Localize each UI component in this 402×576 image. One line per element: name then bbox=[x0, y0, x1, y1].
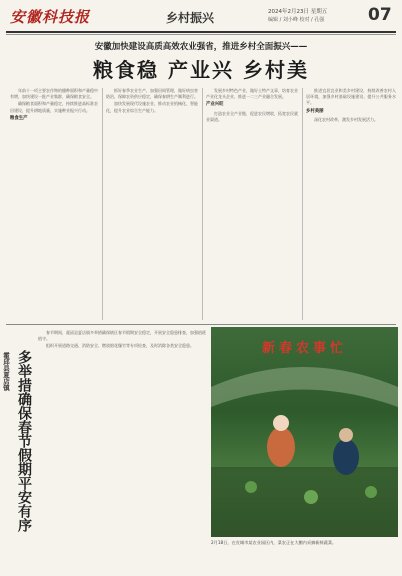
news-photo bbox=[211, 327, 398, 537]
article-column-4 bbox=[306, 88, 396, 320]
photo-title: 新春农事忙 bbox=[261, 341, 347, 356]
lower-kicker: 霍邱县夏店镇 bbox=[2, 352, 10, 391]
photo-caption: 2月18日，在宣城市某农业园区内，菜农正在大棚内采摘新鲜蔬菜。 bbox=[211, 540, 337, 545]
lead-headline: 粮食稳 产业兴 乡村美 bbox=[93, 58, 309, 82]
paragraph: 推进宜居宜业和美乡村建设，持续改善农村人居环境，加强乡村基础设施建设，提升公共服务水平。 bbox=[306, 88, 396, 106]
subheading: 产业兴旺 bbox=[206, 102, 224, 108]
masthead bbox=[6, 4, 396, 30]
paragraph: 加快发展现代设施农业，推动农业机械化、智能化，提升农业综合生产能力。 bbox=[106, 101, 198, 113]
paragraph: 发展乡村特色产业，做好土特产文章，培育农业产业化龙头企业，推进一二三产业融合发展。 bbox=[206, 88, 298, 100]
column-divider bbox=[302, 88, 303, 320]
paragraph: 组织开展道路交通、消防安全、燃放烟花爆竹等专项检查，及时消除各类安全隐患。 bbox=[46, 343, 194, 349]
greenhouse-image bbox=[211, 327, 398, 537]
paragraph: 确保粮食面积和产量稳定，持续推进高标准农田建设，提升耕地质量，实施种业振兴行动。 bbox=[10, 101, 98, 113]
newspaper-logo: 安徽科技报 bbox=[10, 8, 91, 26]
paragraph: 年前十一项主要农作物的播种面积和产量稳中有增，加快建设一批产业集群，确保粮食安全。 bbox=[10, 88, 98, 100]
subheading: 乡村美丽 bbox=[306, 108, 324, 114]
section-title: 乡村振兴 bbox=[166, 11, 215, 25]
page-number: 07 bbox=[368, 5, 392, 25]
paragraph: 春节期间，霍邱县夏店镇多举措确保辖区春节假期安全稳定，开展安全隐患排查，加强值班值守。 bbox=[38, 330, 206, 342]
article-column-3 bbox=[206, 88, 298, 320]
issue-date: 2024年2月23日 星期五 bbox=[268, 9, 328, 15]
lower-article bbox=[38, 330, 206, 570]
paragraph: 抓好春季农业生产，加强田间管理，做好病虫害防治，保障农资供应稳定，确保春耕生产顺利进行。 bbox=[106, 88, 198, 100]
section-divider bbox=[6, 324, 396, 325]
column-divider bbox=[202, 88, 203, 320]
header-rule-thin bbox=[6, 34, 396, 35]
lead-kicker: 安徽加快建设高质高效农业强省，推进乡村全面振兴—— bbox=[94, 42, 308, 52]
column-divider bbox=[102, 88, 103, 320]
lower-headline: 多举措确保春节假期平安有序 bbox=[16, 350, 32, 532]
editor-line: 编辑 / 刘小峰 校对 / 孔强 bbox=[268, 17, 325, 23]
article-column-1 bbox=[10, 88, 98, 320]
subheading: 粮食生产 bbox=[10, 115, 28, 121]
paragraph: 深化农村改革，激发乡村发展活力。 bbox=[314, 116, 378, 122]
header-rule bbox=[6, 31, 396, 33]
paragraph: 打造农业全产业链，促进农民增收，拓宽农民就业渠道。 bbox=[206, 110, 298, 122]
article-column-2 bbox=[106, 88, 198, 320]
